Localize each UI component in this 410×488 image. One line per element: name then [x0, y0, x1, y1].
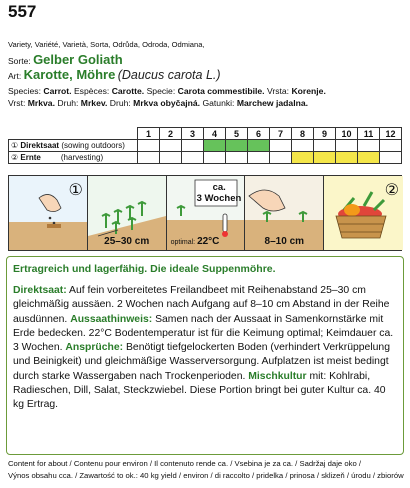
- species-translations-1: [8, 86, 326, 96]
- month-header: 1: [138, 128, 160, 140]
- text-mischkultur: mit: Kohlrabi, Radieschen, Dill, Salat, Steckzwiebel. Diese Portion bringt bei guter Kultur ca. 40 kg Ertrag.: [13, 370, 386, 411]
- species-label: Specie:: [146, 86, 176, 96]
- species-translation: Korenje.: [291, 86, 326, 96]
- species-label: Vrsta:: [266, 86, 290, 96]
- month-header: 6: [248, 128, 270, 140]
- month-header: 2: [160, 128, 182, 140]
- species-translation: Mrkev.: [80, 98, 108, 108]
- calendar-cell: [204, 140, 226, 152]
- row-label: Direktsaat: [20, 141, 60, 150]
- species-row: [8, 67, 221, 82]
- calendar-row-sowing: [9, 140, 402, 152]
- pictogram-row-spacing: [88, 176, 167, 250]
- species-label: Druh:: [109, 98, 131, 108]
- variety-row: [8, 52, 123, 67]
- slogan: Ertragreich und lagerfähig. Die ideale Suppenmöhre.: [13, 263, 276, 275]
- row-sublabel: (harvesting): [60, 153, 104, 162]
- instructions-text: [13, 284, 399, 413]
- optimal-label: optimal:: [170, 239, 196, 246]
- footer-line-1: Content for about / Contenu pour environ / Il contenuto rende ca. / Vsebina je za ca. / Sadržaj daje oko /: [8, 459, 361, 468]
- sorte-label: Sorte:: [8, 56, 31, 66]
- text-ansprueche: Benötigt tiefgelockerten Boden (verhindert Verkrüppelung und Beinigkeit) und gleichmäßige Wasserversorgung. Aufplatzen ist meist bedingt durch starke Wassergaben nach Trockenperioden.: [13, 342, 390, 382]
- sowing-calendar: [8, 127, 402, 164]
- pictogram-germination: [167, 176, 246, 250]
- pictogram-strip: [8, 175, 402, 251]
- calendar-cell: [160, 152, 182, 164]
- variety-name: Gelber Goliath: [33, 52, 123, 67]
- calendar-row-harvest: [9, 152, 402, 164]
- species-label: Druh:: [57, 98, 79, 108]
- pictogram-harvest: [324, 176, 403, 250]
- calendar-label-sowing: [9, 140, 138, 152]
- heading-direktsaat: Direktsaat:: [13, 285, 67, 296]
- calendar-cell: [182, 152, 204, 164]
- pictogram-thinning: [245, 176, 324, 250]
- month-header: 9: [314, 128, 336, 140]
- heading-mischkultur: Mischkultur: [248, 370, 307, 382]
- calendar-cell: [314, 140, 336, 152]
- calendar-cell: [336, 152, 358, 164]
- latin-name: (Daucus carota L.): [117, 68, 221, 82]
- month-header: 3: [182, 128, 204, 140]
- calendar-cell: [226, 140, 248, 152]
- calendar-cell: [314, 152, 336, 164]
- thinning-spacing-caption: 8–10 cm: [264, 236, 305, 247]
- month-header: 7: [270, 128, 292, 140]
- calendar-cell: [270, 140, 292, 152]
- species-name: Karotte, Möhre: [23, 67, 116, 82]
- month-header: 11: [358, 128, 380, 140]
- month-header: 8: [292, 128, 314, 140]
- packet-number: 557: [8, 2, 37, 21]
- calendar-cell: [270, 152, 292, 164]
- species-label: Gatunki:: [202, 98, 235, 108]
- calendar-cell: [248, 140, 270, 152]
- calendar-cell: [160, 140, 182, 152]
- calendar-label-harvest: [9, 152, 138, 164]
- variety-label-multilingual: Variety, Variété, Varietà, Sorta, Odrůda, Odroda, Odmiana,: [8, 40, 205, 49]
- species-translation: Carotte.: [111, 86, 145, 96]
- calendar-cell: [226, 152, 248, 164]
- species-translation: Mrkva obyčajná.: [133, 98, 201, 108]
- footer-line-2: Výnos obsahu cca. / Zawartość to ok.: 40 kg yield / environ / di raccolto / pridelka / prinosa / sklizeň / úrodu / zbiorów: [8, 471, 404, 480]
- optimal-temp-value: 22°C: [197, 236, 220, 247]
- calendar-cell: [138, 140, 160, 152]
- month-header: 12: [380, 128, 402, 140]
- month-header: 5: [226, 128, 248, 140]
- month-header: 10: [336, 128, 358, 140]
- calendar-cell: [380, 152, 402, 164]
- species-label: Species:: [8, 86, 41, 96]
- species-translations-2: [8, 98, 308, 108]
- pictogram-sowing: [9, 176, 88, 250]
- row-sublabel: (sowing outdoors): [61, 141, 125, 150]
- calendar-cell: [292, 152, 314, 164]
- step-one-marker: ①: [68, 182, 83, 199]
- calendar-cell: [204, 152, 226, 164]
- species-translation: Carrot.: [43, 86, 72, 96]
- text-aussaathinweis: Samen nach der Aussaat in Samenkornstärke mit Erde bedecken. 22°C Bodentemperatur ist für die Keimung optimal; Keimdauer ca. 3 Wochen.: [13, 313, 394, 354]
- heading-ansprueche: Ansprüche:: [65, 342, 124, 354]
- calendar-cell: [380, 140, 402, 152]
- species-translation: Mrkva.: [27, 98, 55, 108]
- calendar-month-row: [9, 128, 402, 140]
- step-marker: ②: [11, 153, 19, 162]
- calendar-cell: [182, 140, 204, 152]
- calendar-corner: [9, 128, 138, 140]
- instructions-box: [6, 256, 404, 455]
- text-direktsaat: Auf fein vorbereitetes Freilandbeet mit Reihenabstand 25–30 cm gleichmäßig aussäen. 2 Wochen nach Aufgang auf 8–10 cm Abstand in der Reihe ausdünnen.: [13, 285, 390, 325]
- species-label: Vrst:: [8, 98, 26, 108]
- calendar-cell: [358, 140, 380, 152]
- germination-time-top: ca.: [212, 182, 226, 193]
- calendar-cell: [336, 140, 358, 152]
- art-label: Art:: [8, 71, 22, 81]
- row-spacing-caption: 25–30 cm: [104, 236, 150, 247]
- step-two-marker: ②: [384, 182, 399, 199]
- germination-time-bottom: 3 Wochen: [196, 193, 242, 204]
- calendar-cell: [358, 152, 380, 164]
- species-translation: Carota commestibile.: [177, 86, 265, 96]
- species-label: Espèces:: [73, 86, 110, 96]
- row-label: Ernte: [20, 153, 41, 162]
- calendar-cell: [248, 152, 270, 164]
- month-header: 4: [204, 128, 226, 140]
- optimal-temperature: [171, 236, 220, 247]
- calendar-cell: [292, 140, 314, 152]
- heading-aussaathinweis: Aussaathinweis:: [70, 313, 153, 325]
- species-translation: Marchew jadalna.: [236, 98, 309, 108]
- step-marker: ①: [11, 141, 19, 150]
- calendar-cell: [138, 152, 160, 164]
